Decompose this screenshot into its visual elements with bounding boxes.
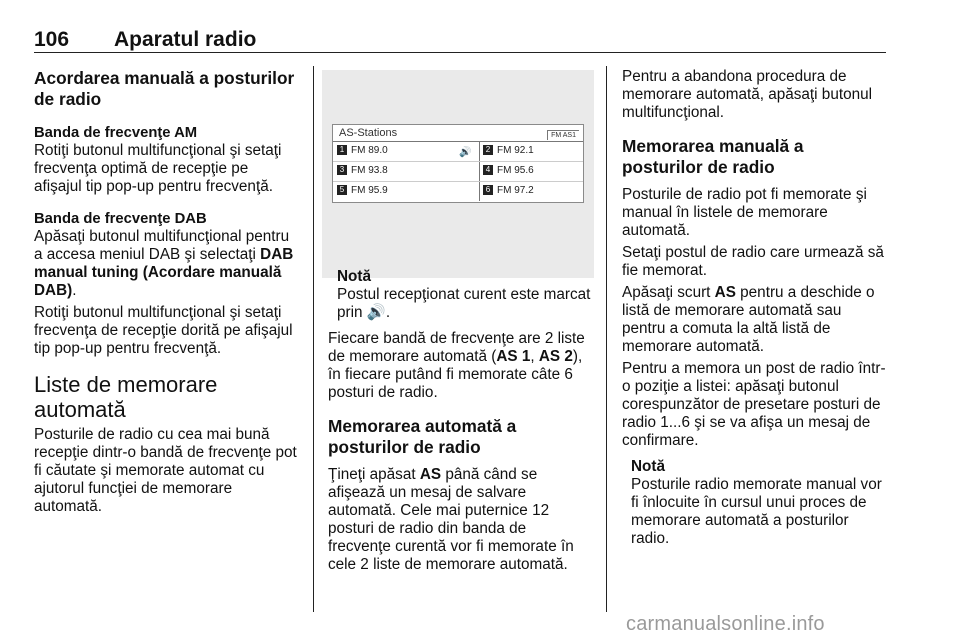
dab-band-text <box>34 228 300 300</box>
as-stations-screen <box>332 124 584 203</box>
station-frequency: FM 92.1 <box>497 145 534 156</box>
watermark: carmanualsonline.info <box>626 613 825 635</box>
bands-text <box>328 330 592 402</box>
note-title: Notă <box>631 458 665 475</box>
station-5[interactable] <box>337 185 477 200</box>
dab-manual-tuning-label: DAB manual tuning (Acordare manuală DAB) <box>34 246 294 299</box>
auto-store-pre: Ţineţi apăsat <box>328 466 420 483</box>
as-label: AS <box>419 466 442 483</box>
station-frequency: FM 97.2 <box>497 185 534 196</box>
column-divider-1 <box>313 66 314 612</box>
manual-store-p3 <box>622 284 888 356</box>
preset-number: 5 <box>337 185 347 195</box>
manual-store-p2: Setaţi postul de radio care urmează să fie memorat. <box>622 244 884 279</box>
manual-store-p4: Pentru a memora un post de radio într-o poziţie a listei: apăsaţi butonul corespunzător de presetare posturi de radio 1...6 şi se va afişa un mesaj de confirmare. <box>622 360 886 449</box>
note-manual-replaced <box>622 458 888 548</box>
auto-lists-text: Posturile de radio cu cea mai bună recepţie dintr-o bandă de frecvenţe pot fi căutate şi memorate automat cu ajutorul funcţiei de memorare automată. <box>34 426 297 515</box>
as-stations-figure <box>322 70 594 278</box>
station-frequency: FM 95.6 <box>497 165 534 176</box>
screen-title: AS-Stations <box>339 127 398 139</box>
as-label: AS <box>714 284 736 301</box>
page-number: 106 <box>34 28 70 51</box>
column-1 <box>34 68 300 516</box>
column-3 <box>622 68 888 548</box>
column-divider-2 <box>606 66 607 612</box>
heading-manual-store: Memorarea manuală a posturilor de radio <box>622 136 804 177</box>
section-title: Aparatul radio <box>114 28 257 51</box>
note-text <box>337 286 592 322</box>
as2-label: AS 2 <box>538 348 573 365</box>
heading-auto-store: Memorarea automată a posturilor de radio <box>328 416 517 457</box>
column-2 <box>328 268 592 574</box>
note-text: Posturile radio memorate manual vor fi înlocuite în cursul unui proces de memorare automată a posturilor radio. <box>631 476 882 547</box>
heading-manual-tuning: Acordarea manuală a posturilor de radio <box>34 68 295 109</box>
station-6[interactable] <box>483 185 579 200</box>
row-separator <box>333 181 583 182</box>
screen-column-rule <box>479 141 480 201</box>
station-frequency: FM 95.9 <box>351 185 388 196</box>
screen-title-rule <box>333 141 583 142</box>
speaker-icon: 🔊 <box>459 147 472 158</box>
station-2[interactable] <box>483 145 579 160</box>
station-4[interactable] <box>483 165 579 180</box>
heading-auto-lists: Liste de memorare automată <box>34 372 218 422</box>
preset-number: 2 <box>483 145 493 155</box>
station-1[interactable] <box>337 145 477 160</box>
dab-band-text-2: Rotiţi butonul multifuncţional şi setaţi frecvenţa de recepţie dorită pe afişajul tip pop-up pentru frecvenţă. <box>34 304 293 357</box>
p3-pre: Apăsaţi scurt <box>622 284 715 301</box>
station-frequency: FM 89.0 <box>351 145 388 156</box>
bands-comma: , <box>530 348 539 365</box>
preset-number: 4 <box>483 165 493 175</box>
dab-text-post: . <box>72 282 77 299</box>
bands-text-pre: Fiecare bandă de frecvenţe are 2 liste de memorare automată ( <box>328 330 585 365</box>
manual-store-p1: Posturile de radio pot fi memorate şi manual în listele de memorare automată. <box>622 186 867 239</box>
am-band-title: Banda de frecvenţe AM <box>34 125 198 141</box>
preset-number: 1 <box>337 145 347 155</box>
as1-label: AS 1 <box>496 348 531 365</box>
page-header <box>34 26 886 53</box>
am-band-text: Rotiţi butonul multifuncţional şi setaţi frecvenţa optimă de recepţie pe afişajul tip pop-up pentru frecvenţă. <box>34 142 282 195</box>
preset-number: 6 <box>483 185 493 195</box>
note-text-end: . <box>385 304 391 321</box>
bands-text-post: ), în fiecare putând fi memorate câte 6 posturi de radio. <box>328 348 583 401</box>
auto-store-text <box>328 466 592 574</box>
dab-band-title: Banda de frecvenţe DAB <box>34 211 207 227</box>
row-separator <box>333 161 583 162</box>
auto-store-post: până când se afişează un mesaj de salvare automată. Cele mai puternice 12 posturi de radio din banda de frecvenţe curentă vor fi memorate în cele 2 liste de memorare automată. <box>328 466 574 573</box>
note-title: Notă <box>337 268 371 285</box>
abandon-text: Pentru a abandona procedura de memorare automată, apăsaţi butonul multifuncţional. <box>622 68 872 121</box>
note-text-body: Postul recepţionat curent este marcat prin <box>337 286 591 321</box>
note-current-station <box>328 268 592 322</box>
p3-post: pentru a deschide o listă de memorare automată sau pentru a comuta la altă listă de memorare automată. <box>622 284 875 355</box>
speaker-icon: 🔊 <box>366 304 386 321</box>
station-frequency: FM 93.8 <box>351 165 388 176</box>
dab-text-pre: Apăsaţi butonul multifuncţional pentru a accesa meniul DAB şi selectaţi <box>34 228 290 263</box>
preset-number: 3 <box>337 165 347 175</box>
screen-tag: FM AS1 <box>547 130 579 140</box>
station-3[interactable] <box>337 165 477 180</box>
